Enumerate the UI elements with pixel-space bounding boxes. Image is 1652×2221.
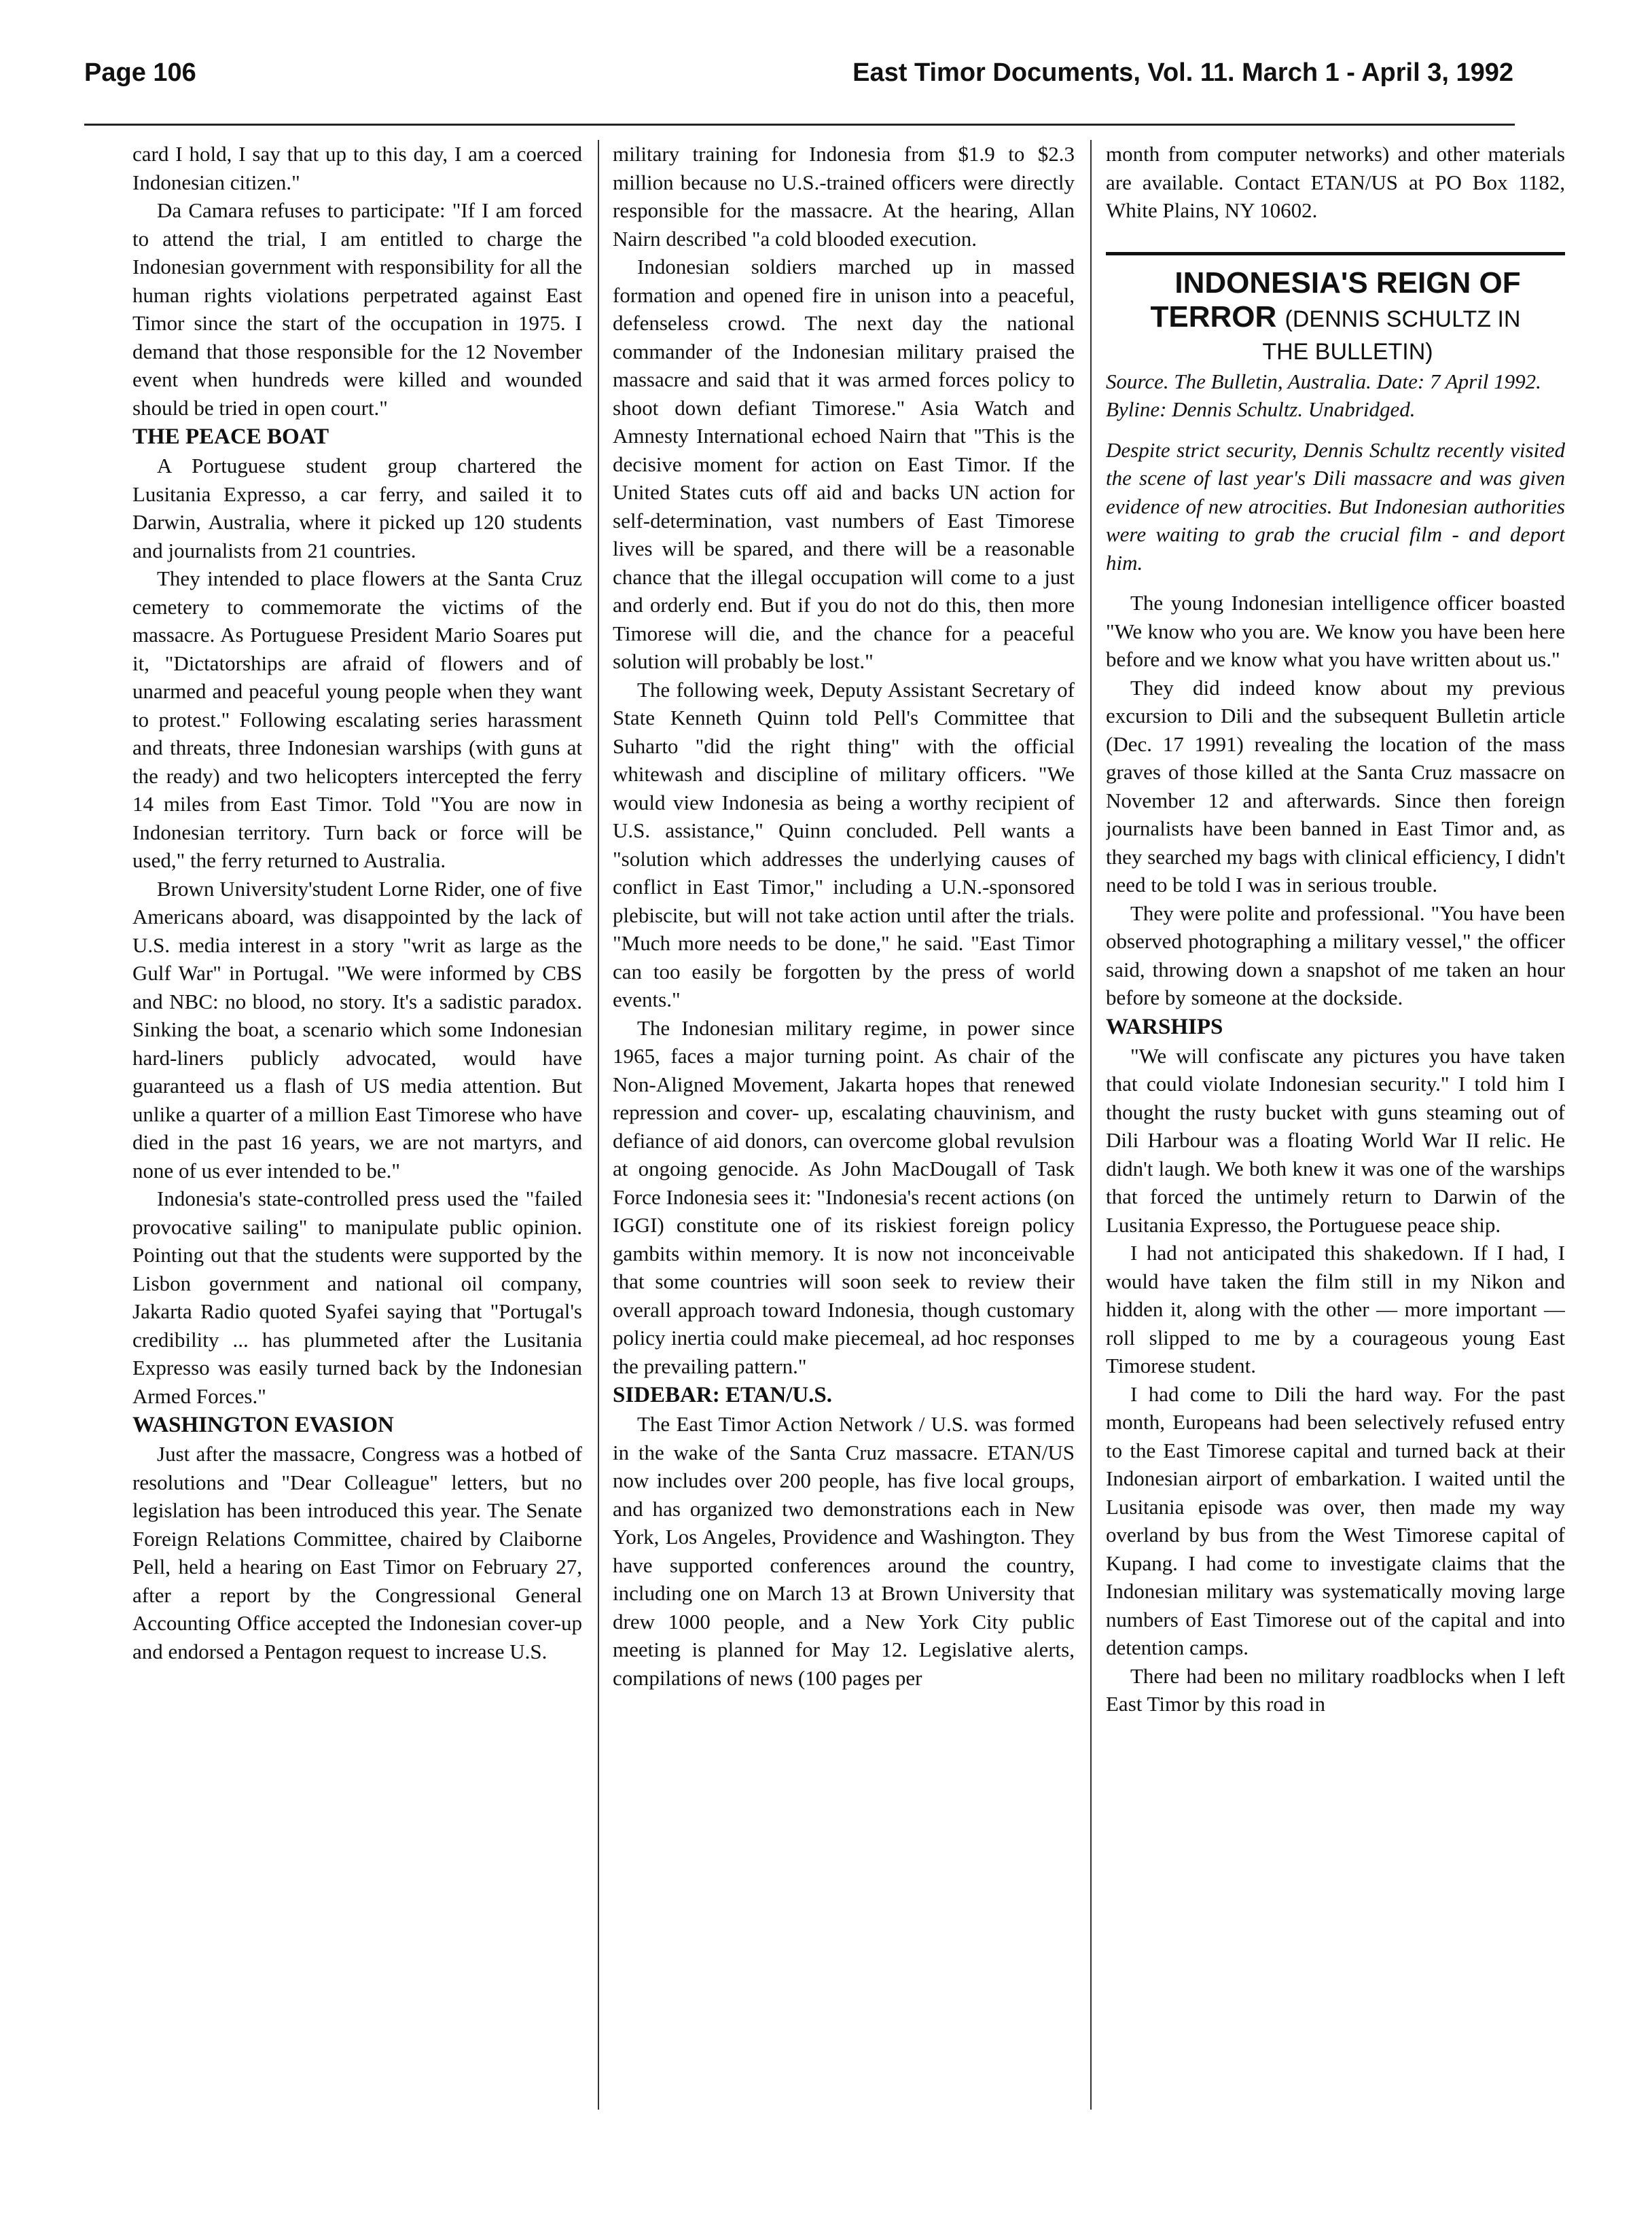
paragraph: I had not anticipated this shakedown. If I had, I would have taken the film still in my Nikon and hidden it, along with the other — more important — roll slipped to me by a courageous young East Timorese student. (1106, 1241, 1565, 1377)
article-title-publication: THE BULLETIN) (1262, 338, 1433, 365)
column-3 (1106, 140, 1565, 2178)
paragraph: Indonesian soldiers marched up in massed formation and opened fire in unison into a peaceful, defenseless crowd. The next day the national commander of the Indonesian military praised the massacre and said that it was armed forces policy to shoot down defiant Timorese." Asia Watch and Amnesty International echoed Nairn that "This is the decisive moment for action on East Timor. If the United States cuts off aid and backs UN action for self-determination, vast numbers of East Timorese lives will be spared, and there will be a reasonable chance that the illegal occupation will come to a just and orderly end. But if you do not do this, then more Timorese will die, and the chance for a peaceful solution will probably be lost." (613, 255, 1075, 673)
paragraph: The young Indonesian intelligence officer boasted "We know who you are. We know you have been here before and we know what you have written about us." (1106, 591, 1565, 671)
paragraph: Da Camara refuses to participate: "If I am forced to attend the trial, I am entitled to charge the Indonesian government with responsibility for all the human rights violations perpetrated against East Timor since the start of the occupation in 1975. I demand that those responsible for the 12 November event when hundreds were killed and wounded should be tried in open court." (132, 198, 582, 420)
paragraph: I had come to Dili the hard way. For the past month, Europeans had been selectively refused entry to the East Timorese capital and turned back at their Indonesian airport of embarkation. I waited until the Lusitania episode was over, then made my way overland by bus from the West Timorese capital of Kupang. I had come to investigate claims that the Indonesian military was systematically moving large numbers of East Timorese out of the capital and into detention camps. (1106, 1382, 1565, 1659)
paragraph: military training for Indonesia from $1.9 to $2.3 million because no U.S.-trained officers were directly responsible for the massacre. At the hearing, Allan Nairn described "a cold blooded execution. (613, 142, 1075, 251)
page-number: Page 106 (84, 58, 196, 87)
section-heading-sidebar-etan: SIDEBAR: ETAN/U.S. (613, 1383, 833, 1407)
section-heading-warships: WARSHIPS (1106, 1014, 1223, 1039)
column-2 (613, 140, 1075, 2178)
header-rule (84, 124, 1515, 126)
paragraph: Brown University'student Lorne Rider, one of five Americans aboard, was disappointed by the lack of U.S. media interest in a story "writ as large as the Gulf War" in Portugal. "We were informed by CBS and NBC: no blood, no story. It's a sadistic paradox. Sinking the boat, a scenario which some Indonesian hard-liners publicly advocated, would have guaranteed us a flash of US media attention. But unlike a quarter of a million East Timorese who have died in the past 16 years, we are not martyrs, and none of us ever intended to be." (132, 876, 582, 1182)
paragraph: Just after the massacre, Congress was a hotbed of resolutions and "Dear Colleague" letters, but no legislation has been introduced this year. The Senate Foreign Relations Committee, chaired by Claiborne Pell, held a hearing on East Timor on February 27, after a report by the Congressional General Accounting Office accepted the Indonesian cover-up and endorsed a Pentagon request to increase U.S. (132, 1442, 582, 1663)
article-lead: Despite strict security, Dennis Schultz recently visited the scene of last year's Dili massacre and was given evidence of new atrocities. But Indonesian authorities were waiting to grab the crucial film - and deport him. (1106, 437, 1565, 575)
paragraph: They did indeed know about my previous excursion to Dili and the subsequent Bulletin article (Dec. 17 1991) revealing the location of the mass graves of those killed at the Santa Cruz massacre on November 12 and afterwards. Since then foreign journalists have been banned in East Timor and, as they searched my bags with clinical efficiency, I didn't need to be told I was in serious trouble. (1106, 675, 1565, 897)
article-separator-rule (1106, 252, 1565, 255)
running-header: East Timor Documents, Vol. 11. March 1 - April 3, 1992 (852, 58, 1513, 87)
paragraph: The Indonesian military regime, in power since 1965, faces a major turning point. As chair of the Non-Aligned Movement, Jakarta hopes that renewed repression and cover- up, escalating chauvinism, and defiance of aid donors, can overcome global revulsion at ongoing genocide. As John MacDougall of Task Force Indonesia sees it: "Indonesia's recent actions (on IGGI) constitute one of its riskiest foreign policy gambits within memory. It is now not inconceivable that some countries will soon seek to review their overall approach toward Indonesia, though customary policy inertia could make piecemeal, ad hoc responses the prevailing pattern." (613, 1015, 1075, 1378)
paragraph: Indonesia's state-controlled press used the "failed provocative sailing" to manipulate public opinion. Pointing out that the students were supported by the Lisbon government and national oil company, Jakarta Radio quoted Syafei saying that "Portugal's credibility ... has plummeted after the Lusitania Expresso was easily turned back by the Indonesian Armed Forces." (132, 1187, 582, 1408)
paragraph: They intended to place flowers at the Santa Cruz cemetery to commemorate the victims of the massacre. As Portuguese President Mario Soares put it, "Dictatorships are afraid of flowers and of unarmed and peaceful young people when they want to protest." Following escalating series harassment and threats, three Indonesian warships (with guns at the ready) and two helicopters intercepted the ferry 14 miles from East Timor. Told "You are now in Indonesian territory. Turn back or force will be used," the ferry returned to Australia. (132, 566, 582, 872)
article-title-byline: (DENNIS SCHULTZ IN (1285, 306, 1521, 332)
paragraph: They were polite and professional. "You have been observed photographing a military vessel," the officer said, throwing down a snapshot of me taken an hour before by someone at the dockside. (1106, 901, 1565, 1009)
paragraph: The East Timor Action Network / U.S. was formed in the wake of the Santa Cruz massacre. ETAN/US now includes over 200 people, has five local groups, and has organized two demonstrations each in New York, Los Angeles, Providence and Washington. They have supported conferences around the country, including one on March 13 at Brown University that drew 1000 people, and a New York City public meeting is planned for May 12. Legislative alerts, compilations of news (100 pages per (613, 1412, 1075, 1690)
paragraph: card I hold, I say that up to this day, I am a coerced Indonesian citizen." (132, 142, 582, 194)
paragraph: The following week, Deputy Assistant Secretary of State Kenneth Quinn told Pell's Committee that Suharto "did the right thing" with the official whitewash and discipline of military officers. "We would view Indonesia as being a worthy recipient of U.S. assistance," Quinn concluded. Pell wants a "solution which addresses the underlying causes of conflict in East Timor," including a U.N.-sponsored plebiscite, but will not take action until after the trials. "Much more needs to be done," he said. "East Timor can too easily be forgotten by the press of world events." (613, 677, 1075, 1011)
article-title-main: INDONESIA'S REIGN OF TERROR (1150, 266, 1521, 333)
column-divider-1 (598, 140, 599, 2110)
article-source: Source. The Bulletin, Australia. Date: 7 April 1992. Byline: Dennis Schultz. Unabridged. (1106, 369, 1541, 421)
section-heading-washington-evasion: WASHINGTON EVASION (132, 1413, 394, 1437)
paragraph: There had been no military roadblocks when I left East Timor by this road in (1106, 1663, 1565, 1716)
column-1 (132, 140, 582, 2178)
section-heading-peace-boat: THE PEACE BOAT (132, 425, 329, 449)
paragraph: month from computer networks) and other materials are available. Contact ETAN/US at PO Box 1182, White Plains, NY 10602. (1106, 142, 1565, 222)
paragraph: A Portuguese student group chartered the Lusitania Expresso, a car ferry, and sailed it to Darwin, Australia, where it picked up 120 students and journalists from 21 countries. (132, 454, 582, 562)
article-title (1106, 266, 1565, 336)
column-divider-2 (1090, 140, 1092, 2110)
paragraph: "We will confiscate any pictures you have taken that could violate Indonesian security." I told him I thought the rusty bucket with guns steaming out of Dili Harbour was a floating World War II relic. He didn't laugh. We both knew it was one of the warships that forced the untimely return to Darwin of the Lusitania Expresso, the Portuguese peace ship. (1106, 1043, 1565, 1237)
